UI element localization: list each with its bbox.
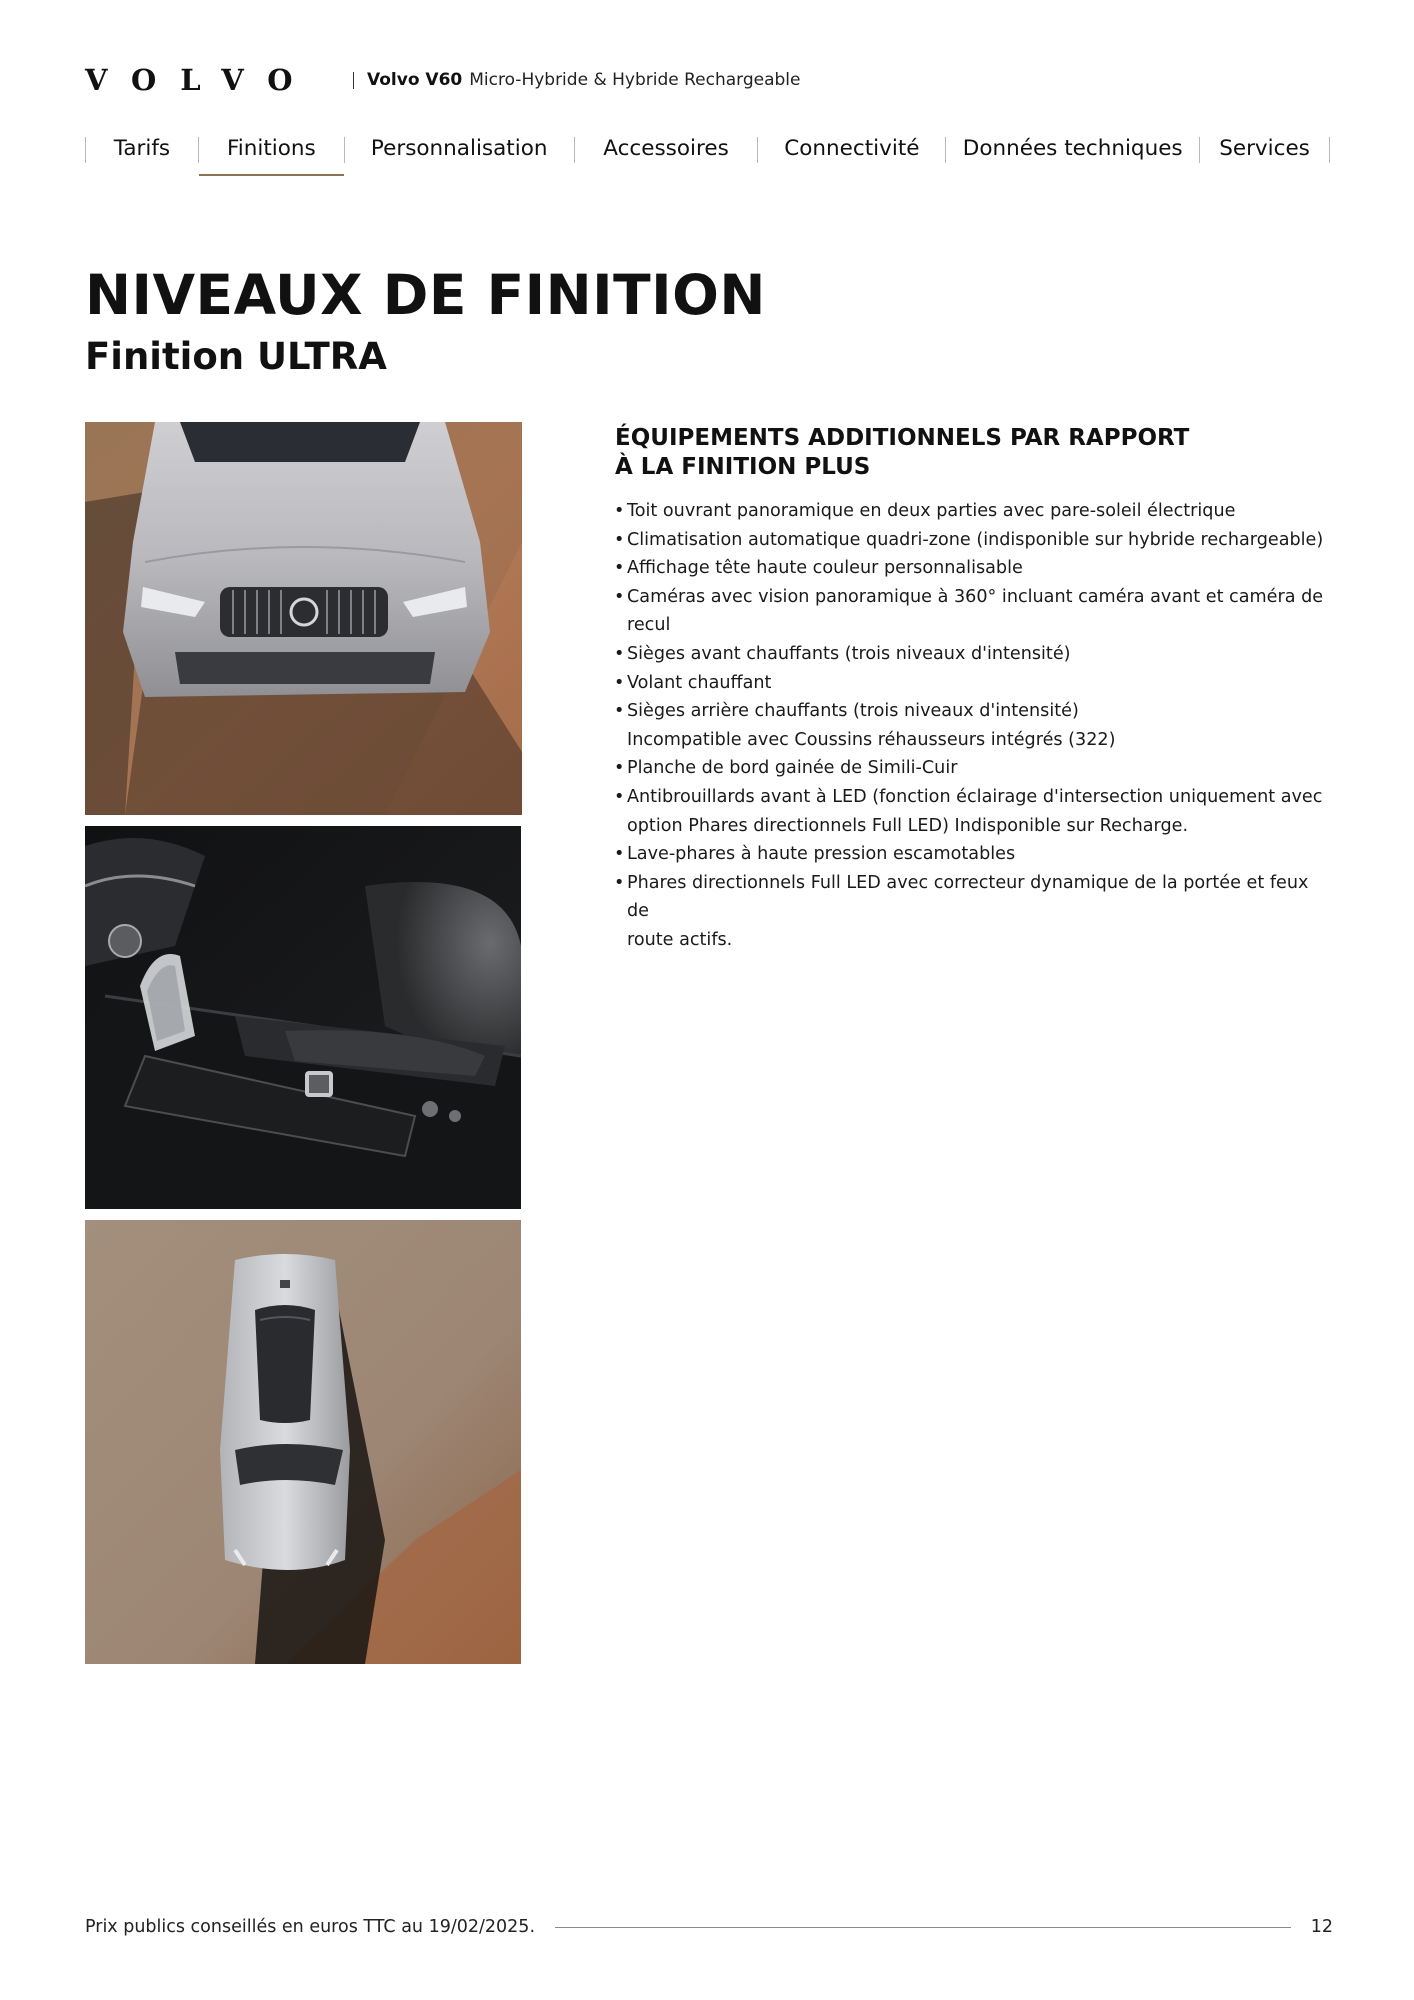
list-item-text: option Phares directionnels Full LED) Indisponible sur Recharge. <box>627 815 1189 836</box>
volvo-logo: VOLVO <box>85 62 317 97</box>
tab-label: Finitions <box>226 136 316 161</box>
tab-connectivite[interactable] <box>758 134 945 176</box>
list-item <box>614 697 1334 754</box>
page-number: 12 <box>1310 1917 1333 1937</box>
list-item-text: • Toit ouvrant panoramique en deux parties avec pare-soleil électrique <box>627 501 1236 521</box>
interior-gear-photo <box>85 826 521 1209</box>
tab-services[interactable] <box>1200 134 1329 176</box>
equipment-list <box>614 497 1334 955</box>
list-item-text: • Volant chauffant <box>627 672 772 693</box>
equipment-heading-line: ÉQUIPEMENTS ADDITIONNELS PAR RAPPORT <box>615 425 1190 451</box>
list-item <box>614 840 1334 869</box>
list-item <box>614 754 1334 783</box>
list-item <box>614 497 1334 526</box>
list-item <box>614 554 1334 583</box>
list-item-text: • Antibrouillards avant à LED (fonction éclairage d'intersection uniquement avec <box>627 786 1323 807</box>
section-nav <box>85 134 1330 176</box>
list-item <box>614 526 1334 555</box>
list-item <box>614 869 1334 955</box>
equipment-heading <box>615 424 1255 482</box>
page-title: NIVEAUX DE FINITION <box>85 263 766 327</box>
list-item <box>614 669 1334 698</box>
model-name: Volvo V60 <box>367 70 463 90</box>
list-item <box>614 640 1334 669</box>
list-item-text: • Phares directionnels Full LED avec correcteur dynamique de la portée et feux de <box>627 872 1309 922</box>
nav-divider <box>1329 137 1330 163</box>
tab-finitions[interactable] <box>199 134 344 176</box>
footer-rule <box>555 1927 1291 1928</box>
equipment-heading-line: À LA FINITION PLUS <box>615 454 871 480</box>
list-item-text: route actifs. <box>627 929 733 950</box>
tab-label: Personnalisation <box>370 136 548 161</box>
tab-label: Accessoires <box>603 136 729 161</box>
car-topdown-photo <box>85 1220 521 1664</box>
header-bar <box>85 62 801 97</box>
tab-label: Données techniques <box>962 136 1183 161</box>
list-item <box>614 783 1334 840</box>
list-item-text: • Lave-phares à haute pression escamotables <box>627 844 1016 865</box>
car-front-photo <box>85 422 522 815</box>
tab-accessoires[interactable] <box>575 134 758 176</box>
tab-label: Services <box>1219 136 1310 161</box>
model-subtitle: Micro-Hybride & Hybride Rechargeable <box>469 70 801 90</box>
trim-title: Finition ULTRA <box>85 335 387 378</box>
list-item-text: • Sièges avant chauffants (trois niveaux d'intensité) <box>627 643 1071 664</box>
tab-personnalisation[interactable] <box>345 134 574 176</box>
list-item <box>614 583 1334 640</box>
list-item-text: • Affichage tête haute couleur personnalisable <box>627 558 1023 579</box>
page-footer <box>85 1912 1333 1942</box>
tab-label: Tarifs <box>113 136 171 161</box>
list-item-text: Incompatible avec Coussins réhausseurs intégrés (322) <box>627 729 1116 750</box>
tab-label: Connectivité <box>784 136 920 161</box>
list-item-text: • Planche de bord gainée de Simili-Cuir <box>627 758 958 779</box>
tab-tarifs[interactable] <box>86 134 198 176</box>
list-item-text: • Climatisation automatique quadri-zone (indisponible sur hybride rechargeable) <box>627 529 1324 550</box>
header-divider <box>353 72 354 89</box>
price-note: Prix publics conseillés en euros TTC au 19/02/2025. <box>85 1917 536 1937</box>
list-item-text: • Caméras avec vision panoramique à 360° incluant caméra avant et caméra de recul <box>627 586 1324 636</box>
list-item-text: • Sièges arrière chauffants (trois niveaux d'intensité) <box>627 701 1079 722</box>
tab-donnees-techniques[interactable] <box>946 134 1199 176</box>
